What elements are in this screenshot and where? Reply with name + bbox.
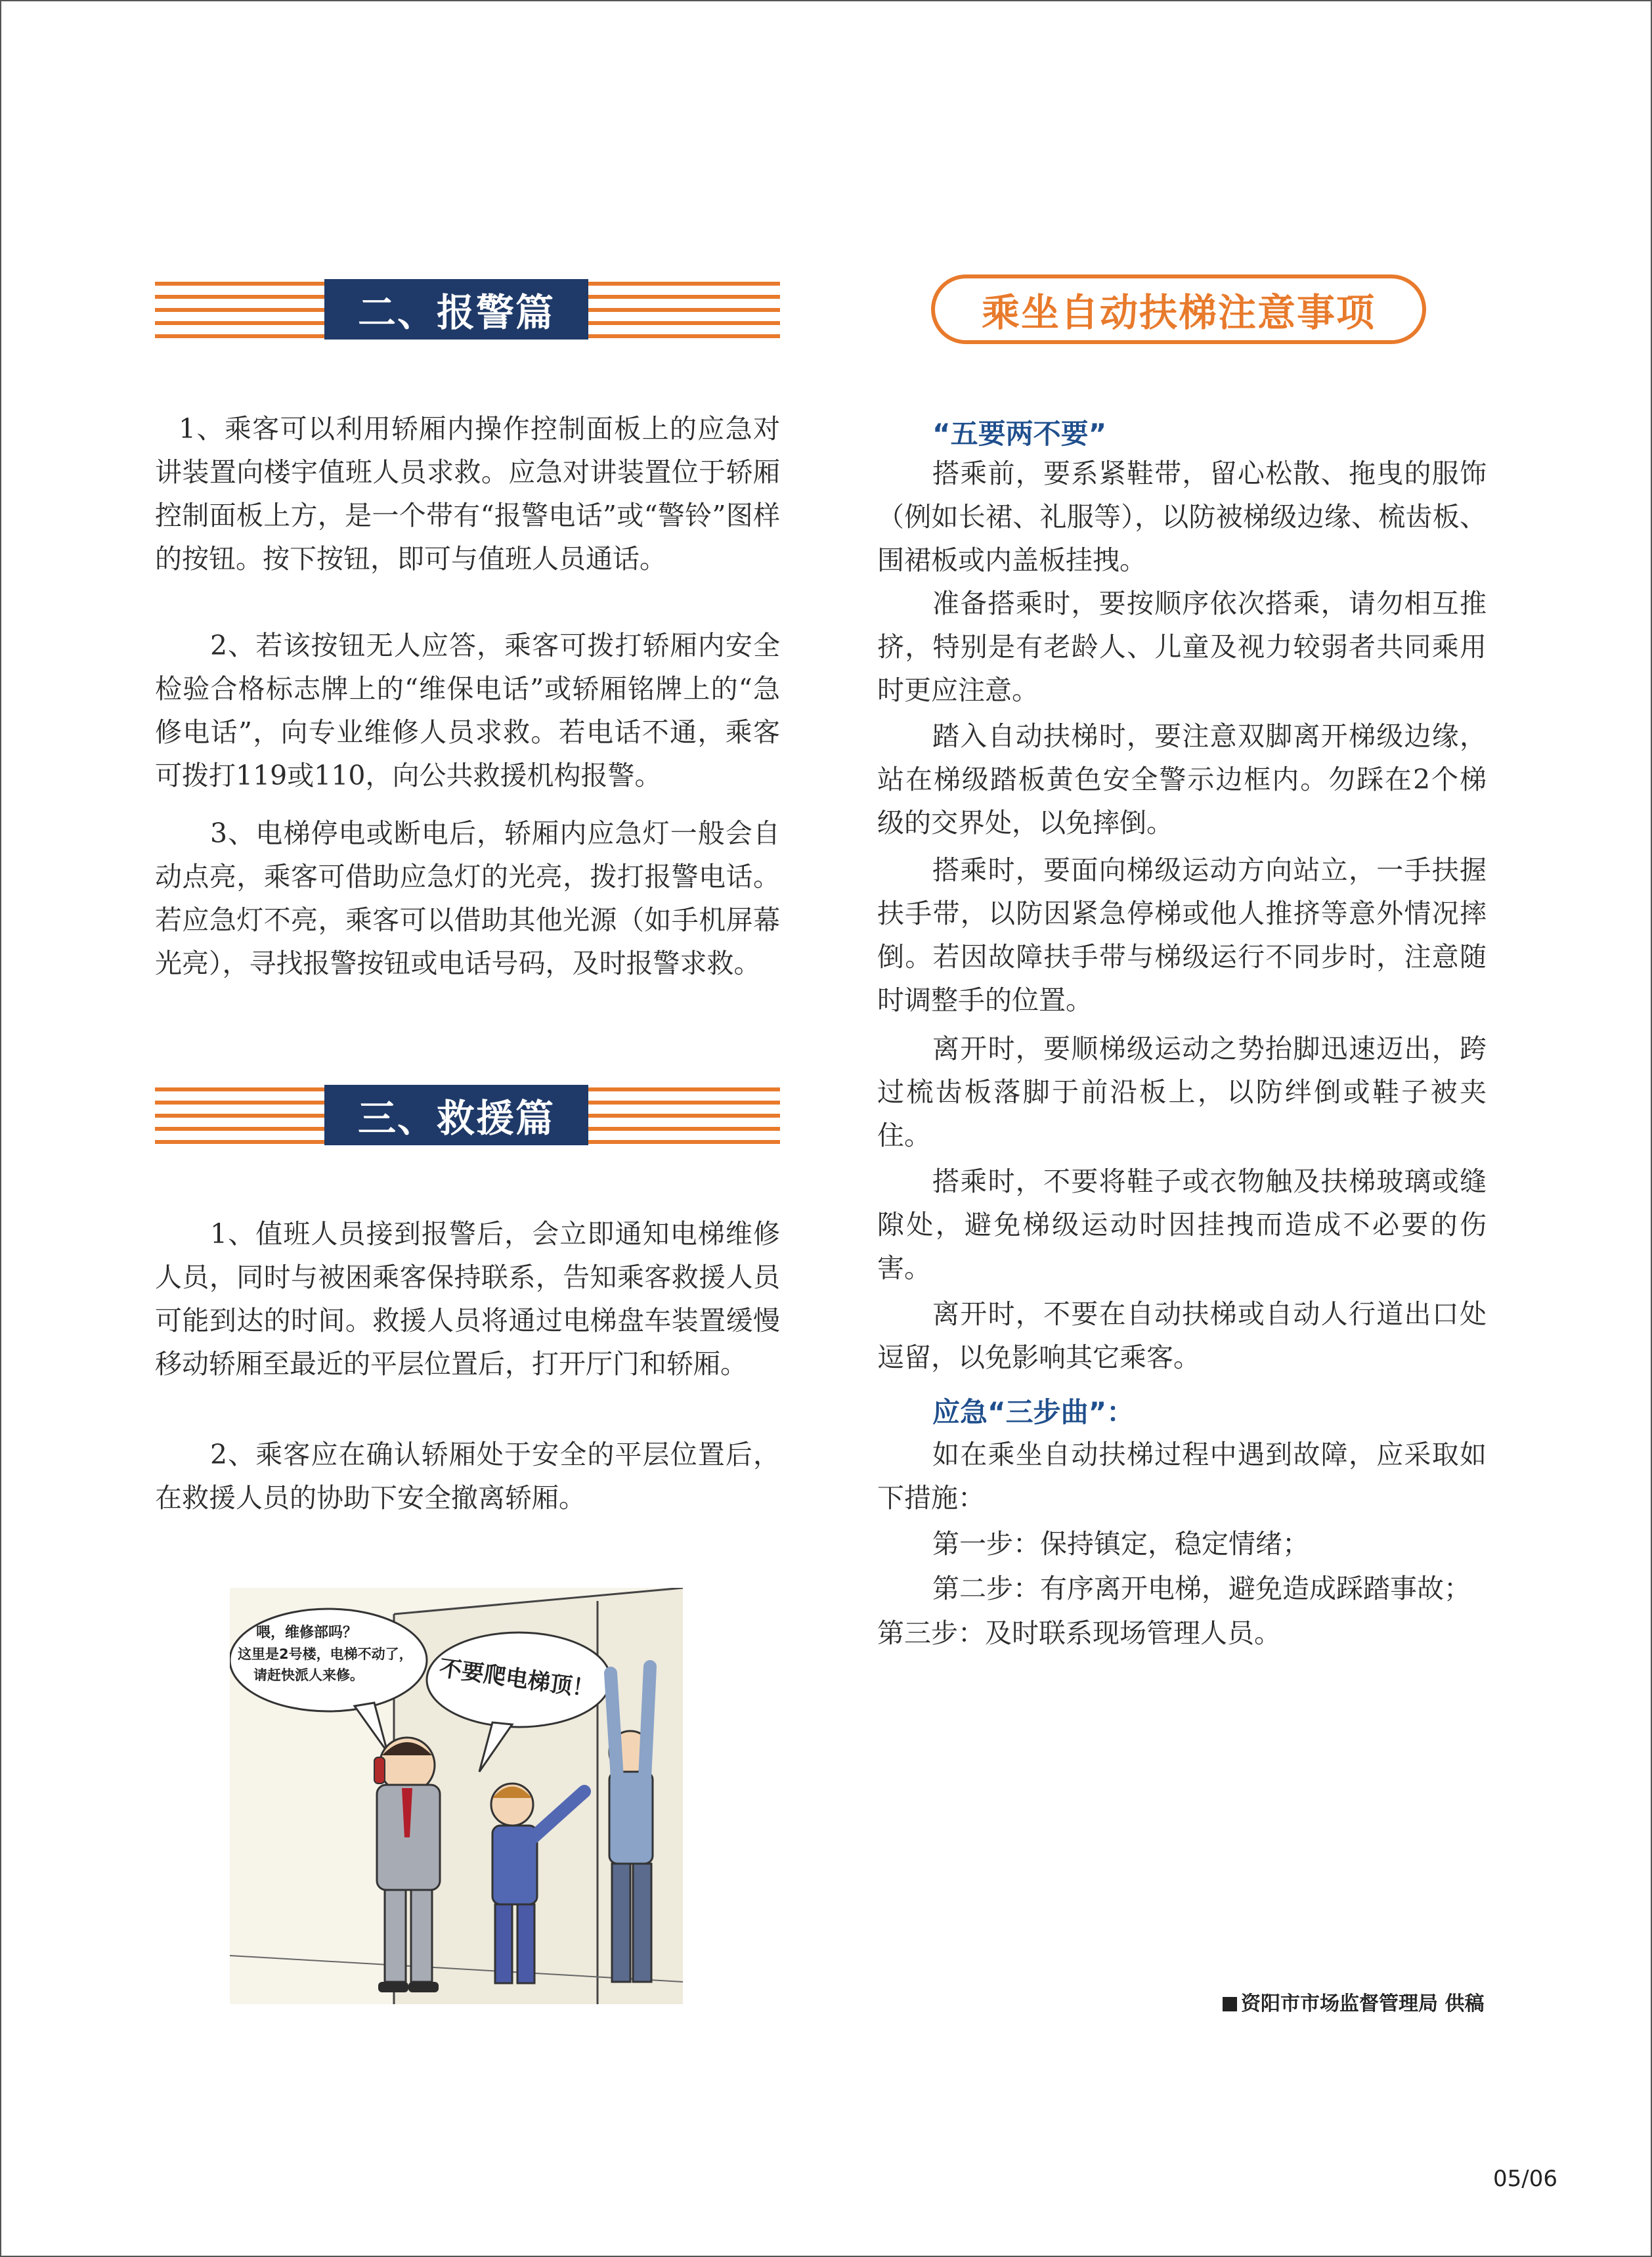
emergency-step-3: 第三步：及时联系现场管理人员。 — [877, 1617, 1281, 1649]
subhead-five-dos-two-donts: “五要两不要” — [932, 418, 1107, 450]
bubble2-text: 不要爬电梯顶！ — [437, 1655, 596, 1703]
section3-paragraph-1: 1、值班人员接到报警后，会立即通知电梯维修人员，同时与被困乘客保持联系，告知乘客救援人员可能到达的时间。救援人员将通过电梯盘车装置缓慢移动轿厢至最近的平层位置后，打开厅门和轿厢。 — [155, 1218, 780, 1380]
bubble1-line3: 请赶快派人来修。 — [253, 1667, 364, 1683]
escalator-paragraph-4: 搭乘时，要面向梯级运动方向站立，一手扶握扶手带，以防因紧急停梯或他人推挤等意外情况摔倒。若因故障扶手带与梯级运行不同步时，注意随时调整手的位置。 — [877, 854, 1487, 1016]
black-square-icon — [1223, 1997, 1237, 2011]
source-credit — [1223, 1987, 1484, 2016]
emergency-intro: 如在乘坐自动扶梯过程中遇到故障，应采取如下措施： — [877, 1439, 1487, 1514]
escalator-paragraph-3: 踏入自动扶梯时，要注意双脚离开梯级边缘，站在梯级踏板黄色安全警示边框内。勿踩在2个梯级的交界处，以免摔倒。 — [877, 720, 1487, 839]
section2-paragraph-1: 1、乘客可以利用轿厢内操作控制面板上的应急对讲装置向楼宇值班人员求救。应急对讲装置位于轿厢控制面板上方，是一个带有“报警电话”或“警铃”图样的按钮。按下按钮，即可与值班人员通话。 — [155, 413, 780, 575]
page-number: 05/06 — [1493, 2166, 1557, 2192]
subhead-emergency-three-steps: 应急“三步曲”： — [932, 1396, 1135, 1428]
section2-title: 二、报警篇 — [324, 279, 588, 340]
elevator-cartoon-illustration — [230, 1588, 683, 2004]
section2-paragraph-3: 3、电梯停电或断电后，轿厢内应急灯一般会自动点亮，乘客可借助应急灯的光亮，拨打报警电话。若应急灯不亮，乘客可以借助其他光源（如手机屏幕光亮），寻找报警按钮或电话号码，及时报警求救。 — [155, 818, 780, 979]
section2-paragraph-2: 2、若该按钮无人应答，乘客可拨打轿厢内安全检验合格标志牌上的“维保电话”或轿厢铭牌上的“急修电话”，向专业维修人员求救。若电话不通，乘客可拨打119或110，向公共救援机构报警。 — [155, 630, 780, 791]
escalator-paragraph-6: 搭乘时，不要将鞋子或衣物触及扶梯玻璃或缝隙处，避免梯级运动时因挂拽而造成不必要的伤害。 — [877, 1166, 1487, 1284]
escalator-paragraph-7: 离开时，不要在自动扶梯或自动人行道出口处逗留，以免影响其它乘客。 — [877, 1298, 1487, 1373]
bubble1-line1: 喂，维修部吗？ — [256, 1625, 358, 1641]
escalator-paragraph-5: 离开时，要顺梯级运动之势抬脚迅速迈出，跨过梳齿板落脚于前沿板上，以防绊倒或鞋子被夹住。 — [877, 1033, 1487, 1151]
section2-banner — [155, 279, 780, 340]
credit-text: 资阳市市场监督管理局 供稿 — [1241, 1992, 1485, 2015]
section3-title: 三、救援篇 — [324, 1085, 588, 1145]
escalator-paragraph-2: 准备搭乘时，要按顺序依次搭乘，请勿相互推挤，特别是有老龄人、儿童及视力较弱者共同乘用时更应注意。 — [877, 588, 1487, 706]
escalator-notice-title: 乘坐自动扶梯注意事项 — [931, 274, 1426, 344]
escalator-paragraph-1: 搭乘前，要系紧鞋带，留心松散、拖曳的服饰（例如长裙、礼服等），以防被梯级边缘、梳齿板、围裙板或内盖板挂拽。 — [877, 458, 1487, 576]
bubble1-line2: 这里是2号楼，电梯不动了， — [238, 1646, 413, 1662]
emergency-step-2: 第二步：有序离开电梯，避免造成踩踏事故； — [932, 1573, 1471, 1604]
section3-banner — [155, 1085, 780, 1145]
emergency-step-1: 第一步：保持镇定，稳定情绪； — [932, 1528, 1309, 1560]
section3-paragraph-2: 2、乘客应在确认轿厢处于安全的平层位置后，在救援人员的协助下安全撤离轿厢。 — [155, 1439, 780, 1514]
